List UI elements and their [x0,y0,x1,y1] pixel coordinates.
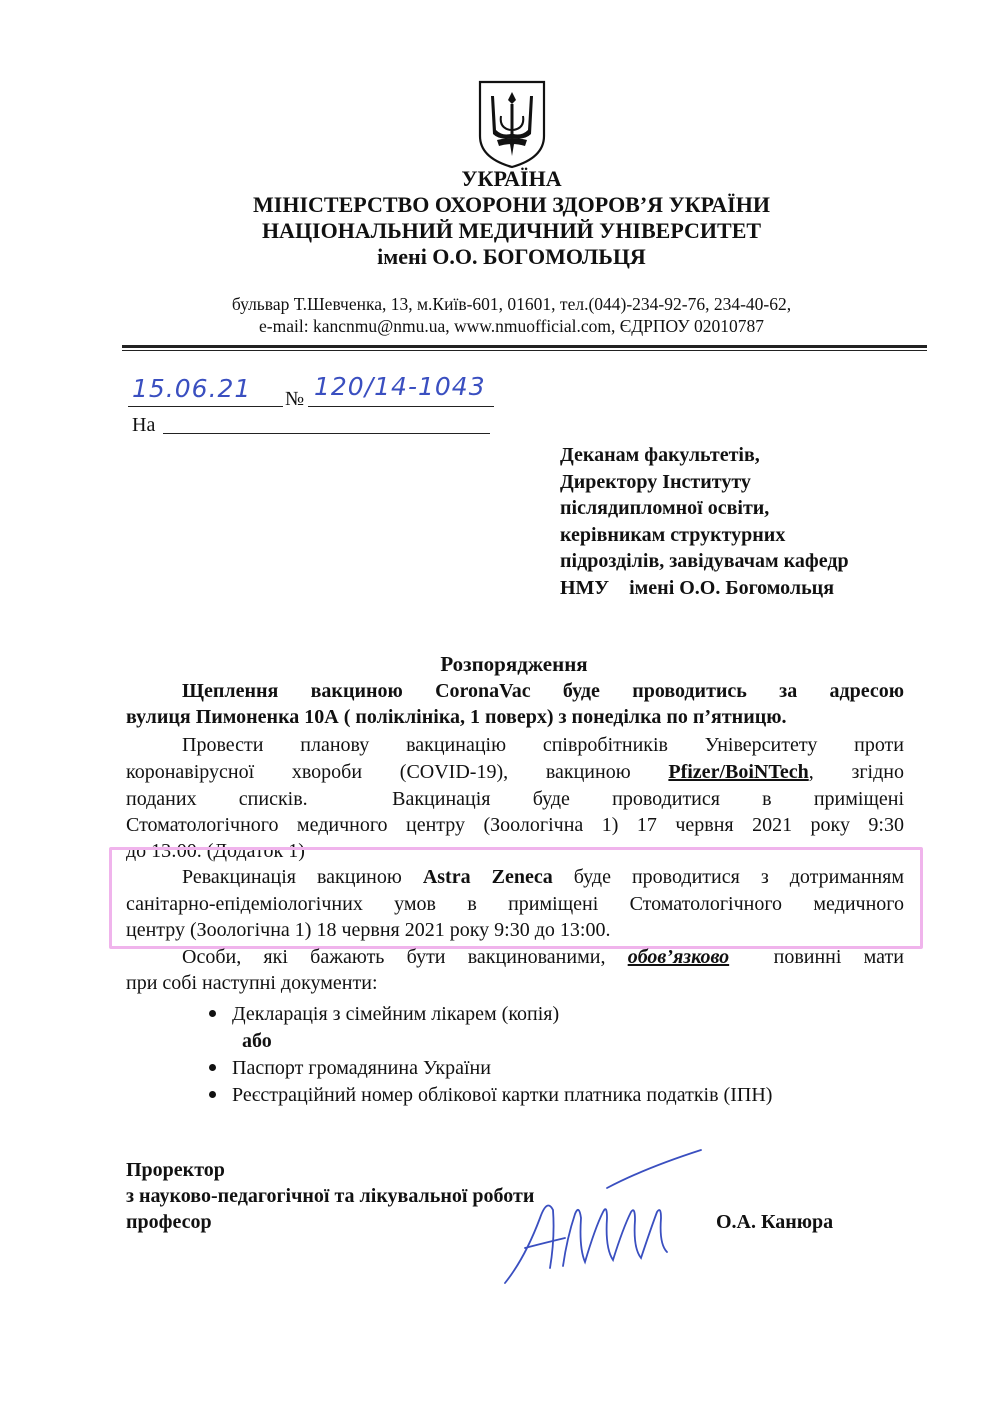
list-item: Реєстраційний номер облікової картки платника податків (ІПН) [209,1082,772,1108]
p1-line-1: Щеплення вакциною CoronaVac буде проводитись за адресою [182,680,904,702]
vaccine-pfizer: Pfizer/BoiNTech [668,761,809,783]
p3-line-1-c: буде проводитися з дотриманням [552,866,905,888]
list-item: Паспорт громадянина України [209,1055,491,1081]
na-label: На [132,414,156,436]
p3-line-3: центру (Зоологічна 1) 18 червня 2021 року 9:30 до 13:00. [126,919,611,941]
header-divider-thin [122,350,927,351]
p3-line-1-a: Ревакцинація вакциною [182,866,423,888]
address-line-1: бульвар Т.Шевченка, 13, м.Київ-601, 01601, тел.(044)-234-92-76, 234-40-62, [231,294,792,314]
bullet-icon [209,1091,216,1098]
handwritten-number: 120/14-1043 [314,372,486,401]
address-line-2: e-mail: kancnmu@nmu.ua, www.nmuofficial.com, ЄДРПОУ 02010787 [259,316,764,336]
coat-of-arms-icon [475,78,549,170]
bullet-icon [209,1010,216,1017]
p3-line-2: санітарно-епідеміологічних умов в приміщені Стоматологічного медичного [126,893,904,915]
na-underline [163,433,490,434]
handwritten-signature [495,1148,705,1293]
p2-line-4: Стоматологічного медичного центру (Зоологічна 1) 17 червня 2021 року 9:30 [126,814,904,836]
country-heading: УКРАЇНА [461,166,562,191]
addressee-line: Директору Інституту [560,470,751,493]
signer-position-2: з науково-педагогічної та лікувальної роботи [126,1185,535,1207]
addressee-line: НМУ імені О.О. Богомольця [560,576,835,599]
handwritten-date: 15.06.21 [132,374,252,403]
list-item: Декларація з сімейним лікарем (копія) [209,1001,559,1027]
mandatory-word: обов’язково [627,946,730,968]
p1-line-2: вулиця Пимоненка 10А ( поліклініка, 1 поверх) з понеділка по п’ятницю. [126,706,787,728]
vaccine-astra: Astra Zeneca [422,866,553,888]
date-underline [128,406,283,407]
p4-line-2: при собі наступні документи: [126,972,378,994]
header-divider-thick [122,345,927,348]
p4-line-1-c: повинні мати [729,946,904,968]
signer-position-1: Проректор [126,1159,225,1181]
p2-line-1: Провести планову вакцинацію співробітників Університету проти [182,734,904,756]
document-title: Розпорядження [440,652,588,676]
p2-line-2 [126,759,904,785]
addressee-line: підрозділів, завідувачам кафедр [560,550,849,572]
addressee-line: післядипломної освіти, [560,497,770,519]
addressee-line: керівникам структурних [560,523,786,546]
p3-line-1 [182,864,904,890]
p2-line-5: до 13:00. (Додаток 1) [126,840,305,862]
addressee-line: Деканам факультетів, [560,444,760,466]
p2-line-2-c: , згідно [808,761,904,783]
ministry-heading: МІНІСТЕРСТВО ОХОРОНИ ЗДОРОВ’Я УКРАЇНИ [253,192,770,217]
or-word: або [242,1030,272,1052]
signer-position-3: професор [126,1211,212,1233]
p4-line-1-a: Особи, які бажають бути вакцинованими, [182,946,628,968]
signer-name: О.А. Канюра [716,1211,834,1233]
p2-line-2-a: коронавірусної хвороби (COVID-19), вакциною [126,761,669,783]
university-name-heading: імені О.О. БОГОМОЛЬЦЯ [377,244,646,269]
addressee-block [560,442,920,601]
p4-line-1 [182,944,904,970]
university-heading: НАЦІОНАЛЬНИЙ МЕДИЧНИЙ УНІВЕРСИТЕТ [261,218,762,243]
number-label: № [285,388,305,410]
p2-line-3: поданих списків. Вакцинація буде проводитися в приміщені [126,788,904,810]
bullet-icon [209,1064,216,1071]
number-underline [308,406,494,407]
